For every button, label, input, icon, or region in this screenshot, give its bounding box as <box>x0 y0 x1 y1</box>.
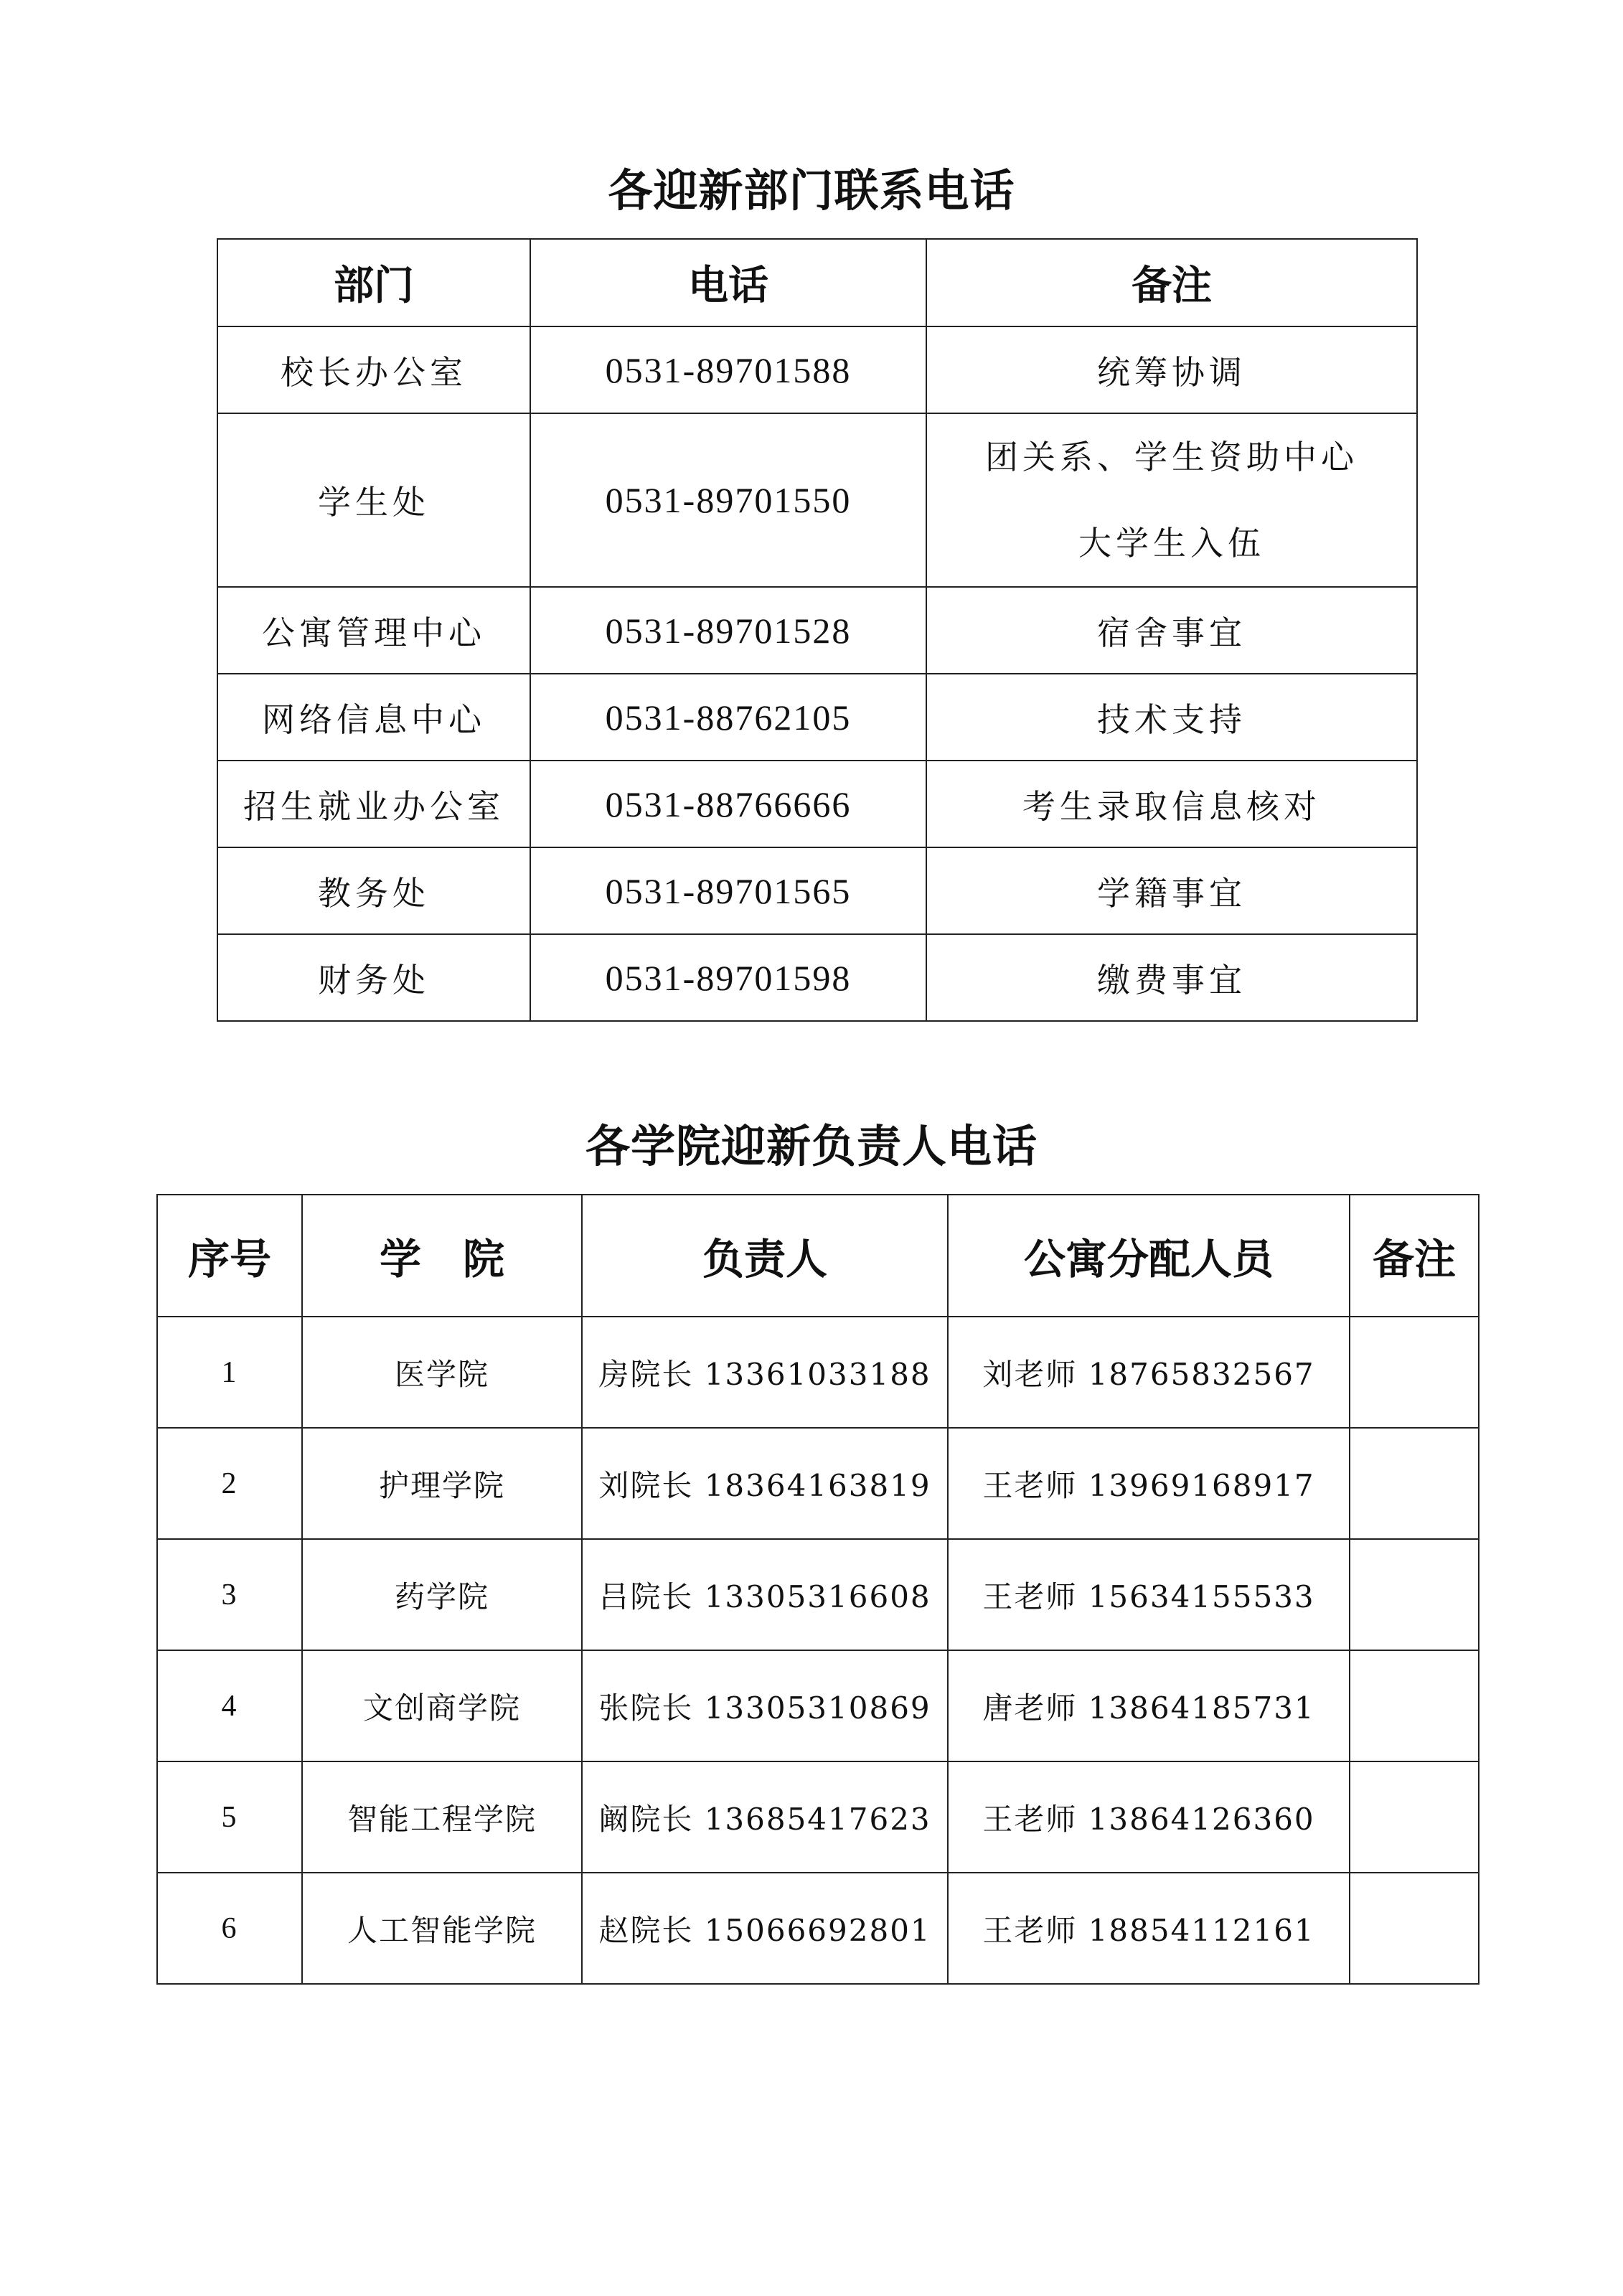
dept-cell: 公寓管理中心 <box>217 587 530 674</box>
leader-cell: 阚院长 13685417623 <box>582 1761 948 1873</box>
phone-cell: 0531-88766666 <box>530 761 926 847</box>
table-row <box>217 413 1417 587</box>
college-cell: 医学院 <box>302 1317 582 1428</box>
table-row <box>217 847 1417 934</box>
note-cell: 缴费事宜 <box>926 934 1417 1021</box>
note-cell: 宿舍事宜 <box>926 587 1417 674</box>
apartment-staff-cell: 刘老师 18765832567 <box>948 1317 1350 1428</box>
note-cell: 考生录取信息核对 <box>926 761 1417 847</box>
college-cell: 人工智能学院 <box>302 1873 582 1984</box>
column-header-note: 备注 <box>1350 1195 1479 1317</box>
table-row <box>157 1317 1479 1428</box>
table-row <box>157 1873 1479 1984</box>
number-cell: 5 <box>157 1761 302 1873</box>
table-row <box>157 1428 1479 1539</box>
dept-cell: 教务处 <box>217 847 530 934</box>
apartment-staff-cell: 唐老师 13864185731 <box>948 1650 1350 1761</box>
column-header-number: 序号 <box>157 1195 302 1317</box>
phone-cell: 0531-89701550 <box>530 413 926 587</box>
number-cell: 1 <box>157 1317 302 1428</box>
phone-cell: 0531-89701528 <box>530 587 926 674</box>
colleges-title: 各学院迎新负责人电话 <box>585 1120 1038 1172</box>
leader-cell: 刘院长 18364163819 <box>582 1428 948 1539</box>
dept-cell: 招生就业办公室 <box>217 761 530 847</box>
phone-cell: 0531-89701565 <box>530 847 926 934</box>
column-header-college: 学 院 <box>302 1195 582 1317</box>
dept-cell: 财务处 <box>217 934 530 1021</box>
note-cell <box>1350 1317 1479 1428</box>
college-cell: 药学院 <box>302 1539 582 1650</box>
leader-cell: 吕院长 13305316608 <box>582 1539 948 1650</box>
apartment-staff-cell: 王老师 13969168917 <box>948 1428 1350 1539</box>
column-header-leader: 负责人 <box>582 1195 948 1317</box>
note-cell <box>1350 1873 1479 1984</box>
note-line-2: 大学生入伍 <box>1078 524 1265 563</box>
apartment-staff-cell: 王老师 18854112161 <box>948 1873 1350 1984</box>
note-cell: 统筹协调 <box>926 326 1417 413</box>
college-cell: 护理学院 <box>302 1428 582 1539</box>
table-row <box>217 934 1417 1021</box>
table-header-row <box>217 239 1417 326</box>
department-contact-table <box>217 238 1418 1022</box>
leader-cell: 张院长 13305310869 <box>582 1650 948 1761</box>
number-cell: 4 <box>157 1650 302 1761</box>
phone-cell: 0531-89701588 <box>530 326 926 413</box>
apartment-staff-cell: 王老师 13864126360 <box>948 1761 1350 1873</box>
table-row <box>157 1539 1479 1650</box>
table-row <box>157 1650 1479 1761</box>
column-header-note: 备注 <box>926 239 1417 326</box>
column-header-department: 部门 <box>217 239 530 326</box>
departments-title: 各迎新部门联系电话 <box>608 164 1015 217</box>
note-cell <box>1350 1650 1479 1761</box>
leader-cell: 赵院长 15066692801 <box>582 1873 948 1984</box>
table-header-row <box>157 1195 1479 1317</box>
number-cell: 6 <box>157 1873 302 1984</box>
college-cell: 文创商学院 <box>302 1650 582 1761</box>
college-contact-table <box>156 1194 1479 1985</box>
table-row <box>217 761 1417 847</box>
apartment-staff-cell: 王老师 15634155533 <box>948 1539 1350 1650</box>
table-row <box>217 587 1417 674</box>
phone-cell: 0531-89701598 <box>530 934 926 1021</box>
dept-cell: 网络信息中心 <box>217 674 530 761</box>
column-header-apartment-staff: 公寓分配人员 <box>948 1195 1350 1317</box>
note-cell: 学籍事宜 <box>926 847 1417 934</box>
note-line-1: 团关系、学生资助中心 <box>985 438 1358 476</box>
note-cell <box>1350 1761 1479 1873</box>
leader-cell: 房院长 13361033188 <box>582 1317 948 1428</box>
note-cell <box>1350 1428 1479 1539</box>
note-cell: 技术支持 <box>926 674 1417 761</box>
table-row <box>217 326 1417 413</box>
column-header-phone: 电话 <box>530 239 926 326</box>
college-cell: 智能工程学院 <box>302 1761 582 1873</box>
dept-cell: 学生处 <box>217 413 530 587</box>
phone-cell: 0531-88762105 <box>530 674 926 761</box>
note-cell <box>926 413 1417 587</box>
number-cell: 3 <box>157 1539 302 1650</box>
dept-cell: 校长办公室 <box>217 326 530 413</box>
table-row <box>157 1761 1479 1873</box>
table-row <box>217 674 1417 761</box>
note-cell <box>1350 1539 1479 1650</box>
number-cell: 2 <box>157 1428 302 1539</box>
